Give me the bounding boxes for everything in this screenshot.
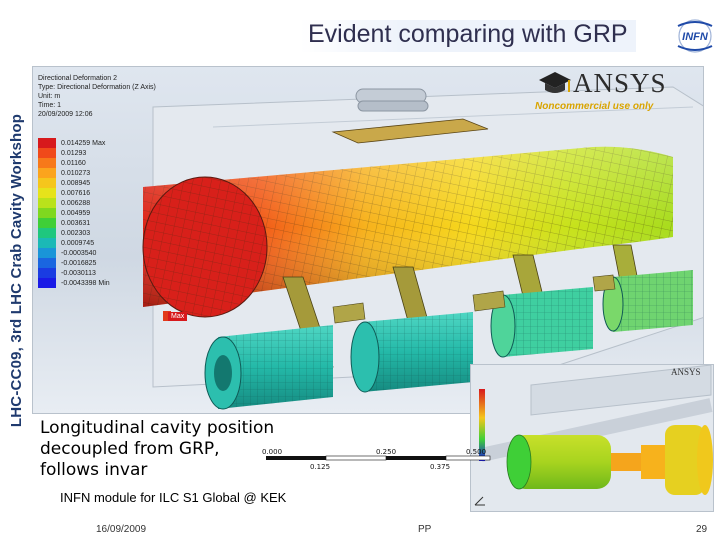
legend-swatch [38,158,56,168]
side-title-text: LHC-CC09, 3rd LHC Crab Cavity Workshop [8,113,26,427]
legend-label: -0.0003540 [61,249,97,257]
max-tag [168,312,187,321]
legend-swatch [38,148,56,158]
legend-swatch [38,188,56,198]
legend-entry [38,148,158,158]
slide-title: Evident comparing with GRP [300,20,636,52]
caption-line: decoupled from GRP, [40,439,220,459]
side-workshop-title [0,0,34,540]
legend-swatch [38,218,56,228]
legend-label: 0.004959 [61,209,91,217]
infn-logo [672,16,718,56]
scale-bar [258,446,498,472]
legend-entry [38,178,158,188]
legend-label: 0.007616 [61,189,91,197]
footer-author: PP [418,524,432,535]
scale-label: 0.000 [262,448,283,456]
caption-line: follows invar [40,460,148,480]
legend-entry [38,228,158,238]
page-number: 29 [696,524,708,535]
legend-entry [38,168,158,178]
legend-swatch [38,278,56,288]
legend-entry [38,248,158,258]
ansys-watermark: Noncommercial use only [535,101,654,112]
legend-swatch [38,168,56,178]
legend-entry [38,158,158,168]
legend-label: 0.0009745 [61,239,95,247]
legend-entry [38,268,158,278]
infn-logo-text: INFN [682,31,708,43]
legend-entry [38,258,158,268]
result-info-line: 20/09/2009 12:06 [38,111,93,118]
ansys-name: ANSYS [573,68,667,98]
legend-entry [38,238,158,248]
legend-swatch [38,228,56,238]
max-tag-text: Max [171,313,185,320]
legend-label: -0.0016825 [61,259,97,267]
result-info-block [38,74,156,119]
legend-swatch [38,198,56,208]
legend-entry [38,278,158,288]
legend-label: 0.002303 [61,229,91,237]
legend-swatch [38,258,56,268]
legend-label: 0.01160 [61,159,86,167]
fea-inset-image [470,364,714,512]
legend-entry [38,188,158,198]
caption-line: Longitudinal cavity position [40,418,275,438]
inset-ansys-name: ANSYS [671,367,701,377]
legend-entry [38,138,158,148]
legend-label: 0.010273 [61,169,91,177]
result-info-line: Directional Deformation 2 [38,75,117,82]
scale-label: 0.500 [466,448,487,456]
footer-date: 16/09/2009 [96,524,147,535]
legend-label: 0.006288 [61,199,91,207]
slide-caption [40,418,274,481]
legend-swatch [38,238,56,248]
legend-swatch [38,208,56,218]
legend-label: -0.0043398 Min [61,279,110,287]
legend-label: 0.003631 [61,219,91,227]
module-subtitle: INFN module for ILC S1 Global @ KEK [60,490,287,505]
result-info-line: Time: 1 [38,102,62,109]
legend-entry [38,218,158,228]
legend-label: 0.008945 [61,179,91,187]
legend-swatch [38,178,56,188]
scale-label: 0.250 [376,448,397,456]
graduation-cap-icon [537,70,573,100]
legend-swatch [38,268,56,278]
result-info-line: Unit: m [38,93,61,100]
scale-label: 0.375 [430,463,451,471]
legend-swatch [38,138,56,148]
legend-entry [38,198,158,208]
scale-label: 0.125 [310,463,331,471]
legend-entry [38,208,158,218]
ansys-logo [535,68,695,114]
legend-label: 0.01293 [61,149,87,157]
result-info-line: Type: Directional Deformation (Z Axis) [38,84,156,91]
legend-label: -0.0030113 [61,269,96,277]
legend-label: 0.014259 Max [61,139,106,147]
deformation-color-legend [38,138,158,288]
legend-swatch [38,248,56,258]
